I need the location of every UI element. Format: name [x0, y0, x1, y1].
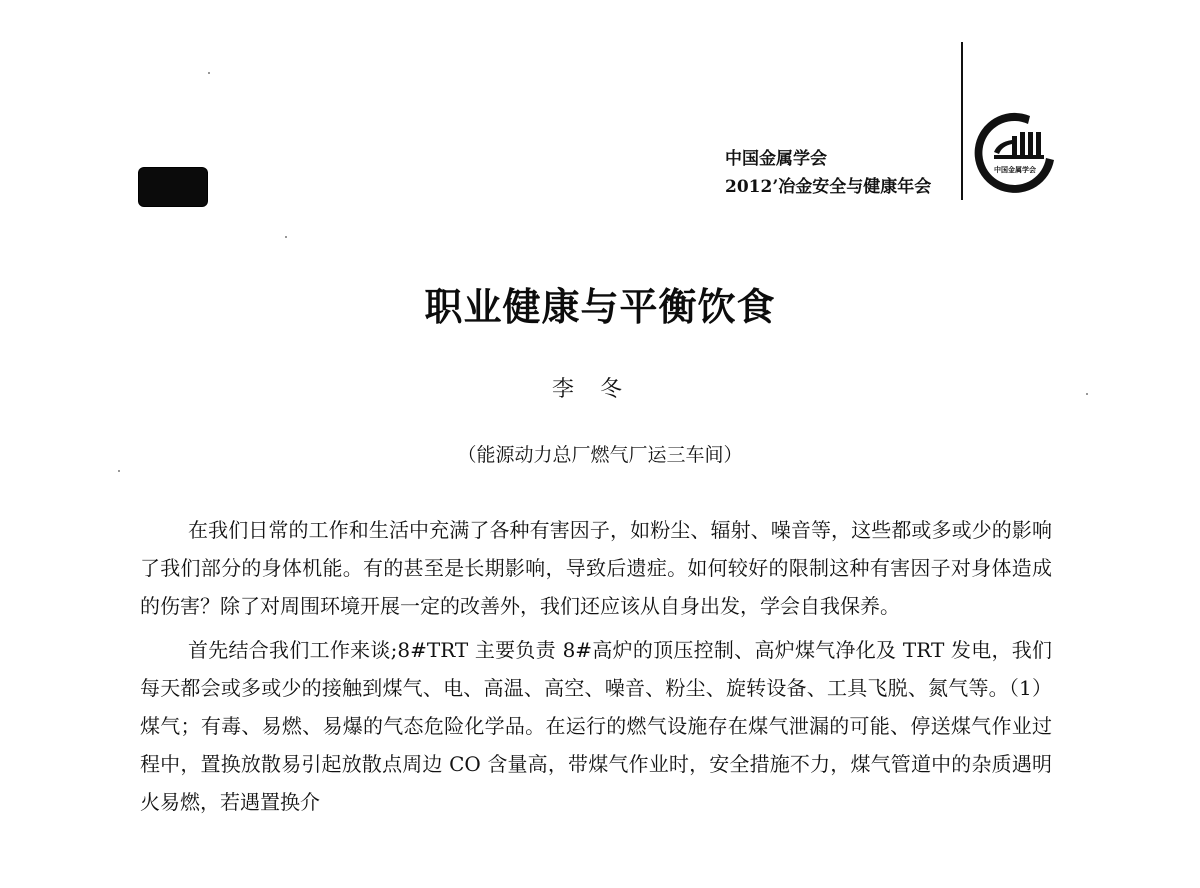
society-logo-icon — [968, 108, 1058, 198]
society-name: 中国金属学会 — [725, 149, 827, 169]
scan-speck — [1086, 393, 1088, 395]
conference-name: 2012’冶金安全与健康年会 — [725, 177, 932, 197]
header-divider — [961, 42, 963, 200]
author-name: 李冬 — [551, 377, 648, 402]
author-affiliation: （能源动力总厂燃气厂运三车间） — [457, 444, 743, 466]
article-title: 职业健康与平衡饮食 — [424, 285, 776, 329]
scan-speck — [285, 236, 287, 238]
paragraph-1: 在我们日常的工作和生活中充满了各种有害因子，如粉尘、辐射、噪音等，这些都或多或少的影响了我们部分的身体机能。有的甚至是长期影响，导致后遗症。如何较好的限制这种有害因子对身体造成的伤害？除了对周围环境开展一定的改善外，我们还应该从自身出发，学会自我保养。 — [140, 518, 1052, 618]
scan-speck — [118, 470, 120, 472]
black-tab-marker — [139, 168, 207, 206]
svg-text:中国金属学会: 中国金属学会 — [994, 166, 1036, 174]
article-body — [140, 511, 1052, 821]
conference-header — [725, 145, 965, 201]
scan-speck — [208, 72, 210, 74]
paragraph-2: 首先结合我们工作来谈;8#TRT 主要负责 8#高炉的顶压控制、高炉煤气净化及 TRT 发电，我们每天都会或多或少的接触到煤气、电、高温、高空、噪音、粉尘、旋转设备、工具飞脱、氮气等。（1）煤气；有毒、易燃、易爆的气态危险化学品。在运行的燃气设施存在煤气泄漏的可能、停送煤气作业过程中，置换放散易引起放散点周边 CO 含量高，带煤气作业时，安全措施不力，煤气管道中的杂质遇明火易燃，若遇置换介 — [140, 638, 1052, 814]
